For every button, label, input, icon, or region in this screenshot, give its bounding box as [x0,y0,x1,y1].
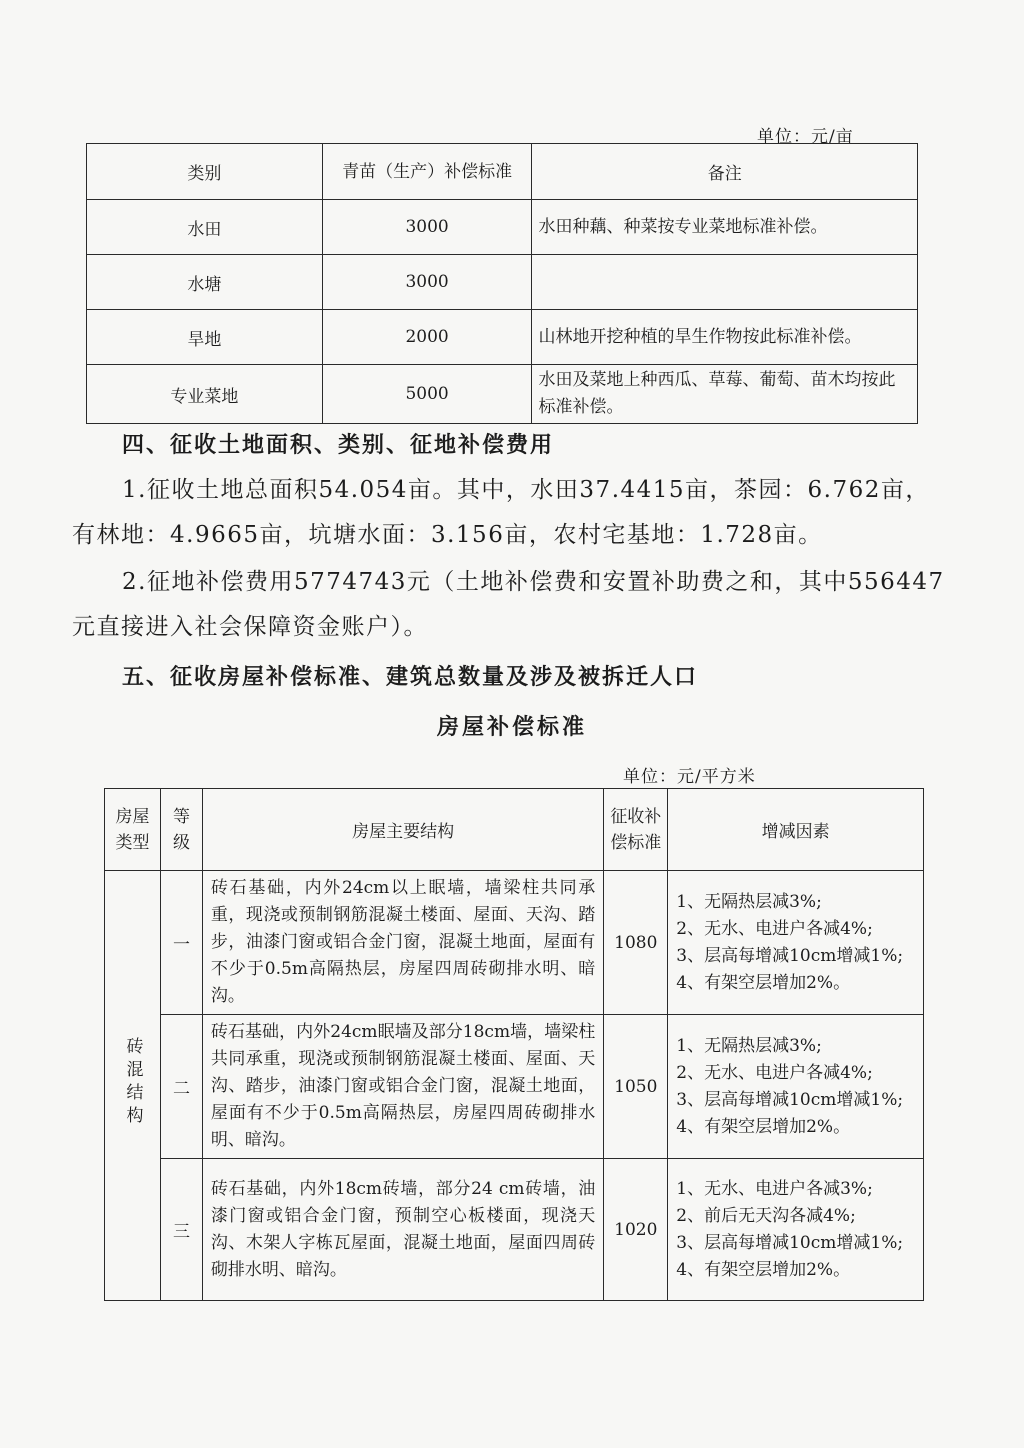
type-label: 砖混结构 [122,1037,143,1129]
standard-cell: 1080 [604,871,668,1015]
table-row [105,1015,924,1159]
section4-para1: 1.征收土地总面积54.054亩。其中，水田37.4415亩，茶园：6.762亩，有林地：4.9665亩，坑塘水面：3.156亩，农村宅基地：1.728亩。 [72,477,930,548]
row-standard: 5000 [322,365,532,424]
grade-cell: 二 [160,1015,202,1159]
table2-unit: 单位：元/平方米 [623,767,756,787]
section4-para2: 2.征地补偿费用5774743元（土地补偿费和安置补助费之和，其中556447元直接进入社会保障资金账户）。 [72,569,945,640]
table2-title: 房屋补偿标准 [437,714,588,740]
row-category: 水塘 [87,255,323,310]
table1-unit: 单位：元/亩 [757,127,854,147]
structure-cell: 砖石基础，内外24cm以上眠墙，墙梁柱共同承重，现浇或预制钢筋混凝土楼面、屋面、天沟、踏步，油漆门窗或铝合金门窗，混凝土地面，屋面有不少于0.5m高隔热层，房屋四周砖砌排水明、暗沟。 [202,871,603,1015]
grade-cell: 三 [160,1159,202,1301]
row-category: 专业菜地 [87,365,323,424]
row-remark: 水田及菜地上种西瓜、草莓、葡萄、苗木均按此标准补偿。 [532,365,918,424]
header-type: 房屋类型 [105,789,161,871]
table-row [87,255,918,310]
row-standard: 3000 [322,255,532,310]
table-row [105,871,924,1015]
factors-cell: 1、无水、电进户各减3%; 2、前后无天沟各减4%; 3、层高每增减10cm增减1%; 4、有架空层增加2%。 [668,1159,924,1301]
header-standard: 青苗（生产）补偿标准 [322,144,532,200]
row-standard: 2000 [322,310,532,365]
header-remark: 备注 [532,144,918,200]
row-category: 水田 [87,200,323,255]
seedling-compensation-table [86,143,918,424]
house-compensation-table [104,788,924,1301]
table-row [87,200,918,255]
type-cell [105,871,161,1301]
header-standard: 征收补偿标准 [604,789,668,871]
structure-cell: 砖石基础，内外24cm眠墙及部分18cm墙，墙梁柱共同承重，现浇或预制钢筋混凝土楼面、屋面、天沟、踏步，油漆门窗或铝合金门窗，混凝土地面，屋面有不少于0.5m高隔热层，房屋四周砖砌排水明、暗沟。 [202,1015,603,1159]
header-grade: 等级 [160,789,202,871]
table-row [87,310,918,365]
header-structure: 房屋主要结构 [202,789,603,871]
section4-heading: 四、征收土地面积、类别、征地补偿费用 [122,432,555,458]
row-standard: 3000 [322,200,532,255]
standard-cell: 1050 [604,1015,668,1159]
table2-header-row [105,789,924,871]
row-remark [532,255,918,310]
row-remark: 山林地开挖种植的旱生作物按此标准补偿。 [532,310,918,365]
section5-heading: 五、征收房屋补偿标准、建筑总数量及涉及被拆迁人口 [122,664,699,690]
table-row [87,365,918,424]
header-category: 类别 [87,144,323,200]
grade-cell: 一 [160,871,202,1015]
standard-cell: 1020 [604,1159,668,1301]
structure-cell: 砖石基础，内外18cm砖墙，部分24 cm砖墙，油漆门窗或铝合金门窗，预制空心板楼面，现浇天沟、木架人字栋瓦屋面，混凝土地面，屋面四周砖砌排水明、暗沟。 [202,1159,603,1301]
factors-cell: 1、无隔热层减3%; 2、无水、电进户各减4%; 3、层高每增减10cm增减1%; 4、有架空层增加2%。 [668,1015,924,1159]
row-category: 旱地 [87,310,323,365]
factors-cell: 1、无隔热层减3%; 2、无水、电进户各减4%; 3、层高每增减10cm增减1%; 4、有架空层增加2%。 [668,871,924,1015]
table-row [105,1159,924,1301]
table1-header-row [87,144,918,200]
header-factors: 增减因素 [668,789,924,871]
row-remark: 水田种藕、种菜按专业菜地标准补偿。 [532,200,918,255]
